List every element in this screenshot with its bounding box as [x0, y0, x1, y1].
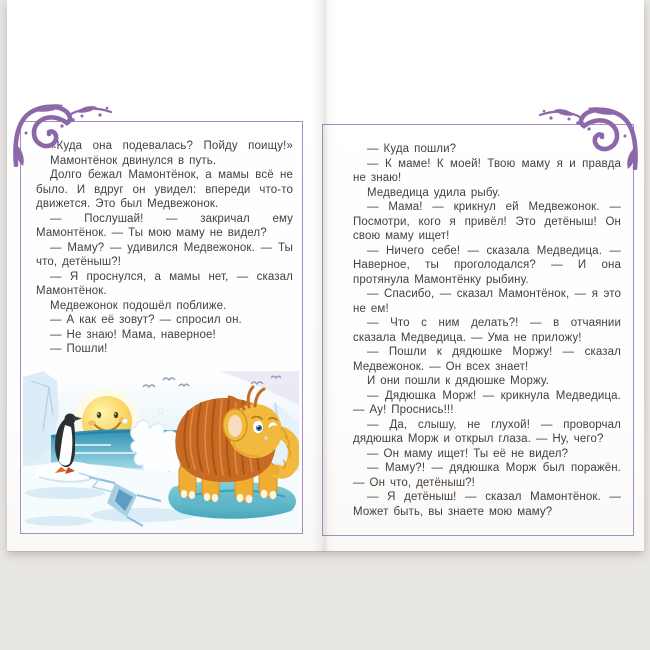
corner-flourish-icon — [539, 106, 639, 170]
paragraph: — Я проснулся, а мамы нет, — сказал Мамонтёнок. — [36, 270, 293, 297]
paragraph: — Ничего себе! — сказала Медведица. — Наверное, ты проголодался? — И она протянула Мамонтёнку рыбину. — [353, 244, 621, 286]
paragraph: «Куда она подевалась? Пойду поищу!» — [50, 140, 293, 152]
paragraph: — Спасибо, — сказал Мамонтёнок, — я это не ем! — [353, 288, 621, 315]
paragraph: Медвежонок подошёл поближе. — [50, 299, 227, 312]
paragraph: — Пошли к дядюшке Моржу! — сказал Медвежонок. — Он всех знает! — [353, 346, 621, 373]
paragraph: — Да, слышу, не глухой! — проворчал дядюшка Морж и открыл глаза. — Ну, чего? — [353, 418, 621, 445]
paragraph: Медведица удила рыбу. — [367, 186, 501, 199]
paragraph: — Послушай! — закричал ему Мамонтёнок. — Ты мою маму не видел? — [36, 212, 293, 239]
paragraph: — А как её зовут? — спросил он. — [50, 314, 242, 326]
paragraph: Мамонтёнок двинулся в путь. — [50, 154, 217, 167]
paragraph: — Маму? — удивился Медвежонок. — Ты что, детёныш?! — [36, 241, 293, 268]
paragraph: — Маму?! — дядюшка Морж был поражён. — Он что, детёныш?! — [353, 462, 621, 489]
paragraph: — К маме! К моей! Твою маму я и правда не знаю! — [353, 157, 621, 184]
book-spread — [7, 0, 644, 551]
paragraph: Долго бежал Мамонтёнок, а мамы всё не было. И вдруг он увидел: впереди что-то движется. Это был Медвежонок. — [36, 169, 293, 210]
paragraph: — Не знаю! Мама, наверное! — [50, 328, 216, 341]
paragraph: — Что с ним делать?! — в отчаянии сказала Медведица. — Ума не приложу! — [353, 317, 621, 344]
paragraph: — Пошли! — [50, 343, 108, 355]
paragraph: — Я детёныш! — сказал Мамонтёнок. — Может быть, вы знаете мою маму? — [353, 491, 621, 518]
left-page-text — [36, 139, 293, 369]
paragraph: — Он маму ищет! Ты её не видел? — [367, 447, 569, 460]
paragraph: — Дядюшка Морж! — крикнула Медведица. — Ау! Проснись!!! — [353, 389, 621, 416]
paragraph: — Мама! — крикнул ей Медвежонок. — Посмотри, кого я привёл! Это детёныш! Он свою маму ищет! — [353, 201, 621, 242]
right-page-text — [353, 142, 621, 533]
mammoth-illustration — [23, 371, 299, 530]
corner-flourish-icon — [12, 103, 112, 167]
paragraph: — Куда пошли? — [367, 143, 457, 155]
paragraph: И они пошли к дядюшке Моржу. — [367, 375, 549, 387]
